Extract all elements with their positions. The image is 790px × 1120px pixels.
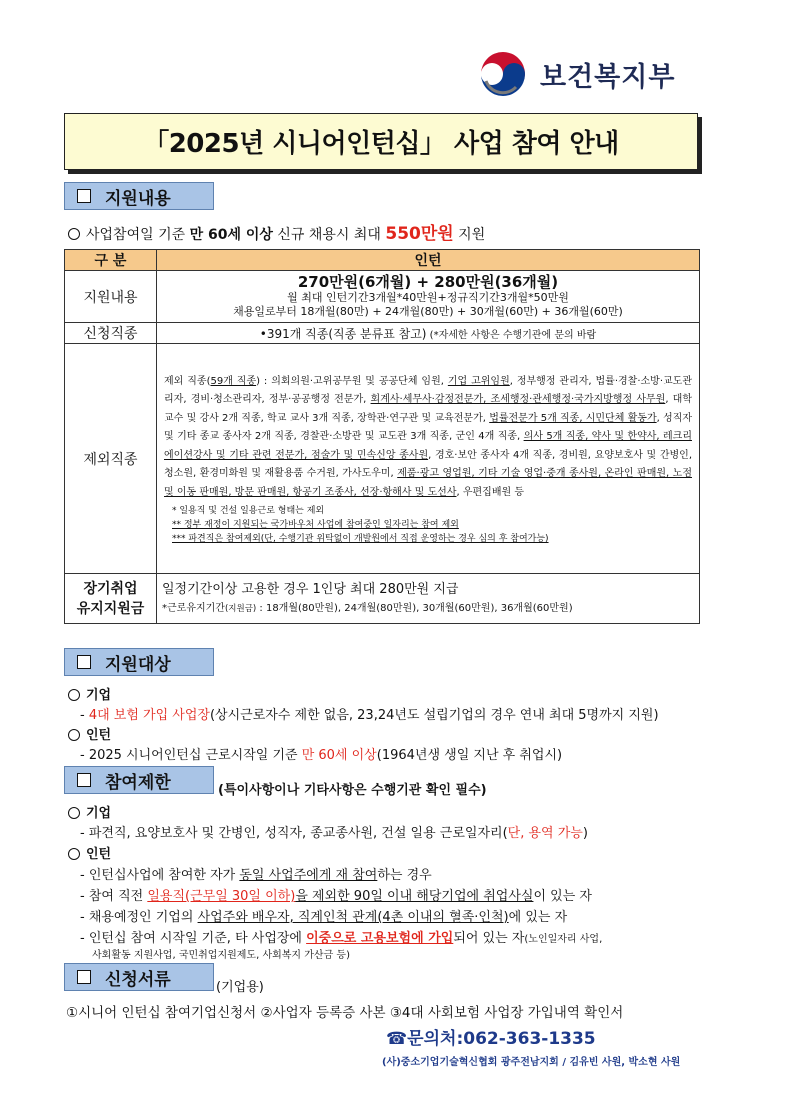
- excluded-notes: [162, 504, 694, 549]
- excluded-segment: , 경호·보안 종사자 4개 직종, 경비원, 요양보호사 및 간병인, 청소원, 환경미화원 및 재활용품 수거원, 가사도우미,: [164, 449, 692, 480]
- restriction-company-text: - 파견직, 요양보호사 및 간병인, 성직자, 종교종사원, 건설 일용 근로일자리(단, 용역 가능): [80, 826, 588, 841]
- support-table: [64, 249, 700, 624]
- excluded-segment: , 대학교수 및 강사 2개 직종, 학교 교사 3개 직종, 장학관·연구관 및 교육전문가,: [164, 394, 693, 424]
- note-3: *** 파견직은 참여제외(단, 수행기관 위탁없이 개발원에서 직접 운영하는 경우 심의 후 참여가능): [172, 534, 549, 545]
- excluded-segment: 회계사·세무사·감정전문가, 조세행정·관세행정·국가지방행정 사무원: [370, 394, 666, 406]
- support-amount: 270만원(6개월) + 280만원(36개월): [297, 273, 559, 291]
- page-title: 「2025년 시니어인턴십」 사업 참여 안내: [64, 113, 698, 170]
- contact-phone[interactable]: ☎문의처:062-363-1335: [386, 1029, 596, 1049]
- restriction-intern-line-5: 사회활동 지원사업, 국민취업지원제도, 사회복지 가산금 등): [92, 950, 350, 961]
- section-heading-target: 지원대상: [64, 648, 214, 676]
- restriction-company-title: 기업: [68, 802, 111, 821]
- support-intro: 사업참여일 기준 만 60세 이상 신규 채용시 최대 550만원 지원: [68, 219, 485, 244]
- note-1: * 일용직 및 건설 일용근로 형태는 제외: [172, 506, 325, 517]
- square-bullet-icon: [77, 189, 91, 203]
- excluded-segment: 제외 직종(: [164, 375, 211, 387]
- restriction-intern-line-4: - 인턴십 참여 시작일 기준, 타 사업장에 이중으로 고용보험에 가입되어 있는 자(노인일자리 사업,: [80, 931, 603, 946]
- restriction-intern-line-3: - 채용예정인 기업의 사업주와 배우자, 직계인척 관계(4촌 이내의 혈족·인척)에 있는 자: [80, 910, 568, 925]
- excluded-segment: , 우편집배원 등: [456, 486, 524, 498]
- row-label-jobs: 신청직종: [65, 323, 157, 344]
- target-company-text: - 4대 보험 가입 사업장(상시근로자수 제한 없음, 23,24년도 설립기업의 경우 연내 최대 5명까지 지원): [80, 708, 659, 723]
- excluded-segment: , 정부행정 관리자, 법률·경찰·소방·교도관리자, 경비·청소관리자, 정부·공공행정 전문가,: [164, 375, 692, 406]
- restriction-intern-line-1: - 인턴십사업에 참여한 자가 동일 사업주에게 재 참여하는 경우: [80, 868, 432, 883]
- documents-note: (기업용): [216, 980, 264, 995]
- excluded-segment: 59개 직종: [210, 375, 257, 387]
- circle-bullet-icon: [68, 807, 80, 819]
- restriction-intern-line-2: - 참여 직전 일용직(근무일 30일 이하)을 제외한 90일 이내 해당기업에 취업사실이 있는 자: [80, 889, 592, 904]
- support-monthly: 월 최대 인턴기간3개월*40만원+정규직기간3개월*50만원: [287, 291, 569, 304]
- row-label-longterm: 장기취업 유지지원금: [65, 574, 157, 624]
- row-label-excluded: 제외직종: [65, 344, 157, 574]
- circle-bullet-icon: [68, 689, 80, 701]
- longterm-text: 일정기간이상 고용한 경우 1인당 최대 280만원 지급: [162, 581, 459, 597]
- square-bullet-icon: [77, 773, 91, 787]
- square-bullet-icon: [77, 655, 91, 669]
- documents-list: ①시니어 인턴십 참여기업신청서 ②사업자 등록증 사본 ③4대 사회보험 사업장 가입내역 확인서: [66, 1005, 624, 1021]
- support-content: [157, 271, 700, 323]
- logo-text: 보건복지부: [540, 61, 676, 93]
- section-heading-restriction: 참여제한: [64, 766, 214, 794]
- excluded-segment: 의사 5개 직종, 약사 및 한약사, 레크리에이션강사 및 기타 관련 전문가, 점술가 및 민속신앙 종사원: [164, 431, 692, 461]
- target-company-title: 기업: [68, 684, 111, 703]
- excluded-segment: ) : 의회의원·고위공무원 및 공공단체 임원,: [256, 375, 448, 387]
- jobs-content: •391개 직종(직종 분류표 참고) (*자세한 사항은 수행기관에 문의 바람: [157, 323, 700, 344]
- longterm-detail: *근로유지기간(지원금) : 18개월(80만원), 24개월(80만원), 30개월(60만원), 36개월(60만원): [162, 602, 573, 614]
- circle-bullet-icon: [68, 228, 80, 240]
- taegeuk-logo-icon: [476, 47, 530, 101]
- table-header-intern: 인턴: [157, 250, 700, 271]
- table-header-category: 구 분: [65, 250, 157, 271]
- target-intern-text: - 2025 시니어인턴십 근로시작일 기준 만 60세 이상(1964년생 생일 지난 후 취업시): [80, 748, 563, 763]
- support-schedule: 채용일로부터 18개월(80만) + 24개월(80만) + 30개월(60만) + 36개월(60만): [233, 305, 623, 318]
- ministry-logo: [476, 46, 708, 102]
- restriction-note: (특이사항이나 기타사항은 수행기관 확인 필수): [218, 783, 487, 798]
- excluded-jobs-text: [162, 368, 694, 505]
- section-heading-documents: 신청서류: [64, 963, 214, 991]
- section-heading-support: 지원내용: [64, 182, 214, 210]
- organization-contact: (사)중소기업기술혁신협회 광주전남지회 / 김유빈 사원, 박소현 사원: [382, 1057, 681, 1068]
- excluded-segment: , 성직자 및 기타 종교 종사자 2개 직종, 경찰관·소방관 및 교도관 3개 직종, 군인 4개 직종,: [164, 412, 693, 443]
- excluded-segment: 법률전문가 5개 직종, 시민단체 활동가: [489, 412, 657, 424]
- circle-bullet-icon: [68, 848, 80, 860]
- excluded-content: [157, 344, 700, 574]
- note-2: ** 정부 재정이 지원되는 국가바우처 사업에 참여중인 일자리는 참여 제외: [172, 520, 459, 531]
- square-bullet-icon: [77, 970, 91, 984]
- row-label-support: 지원내용: [65, 271, 157, 323]
- excluded-segment: 제품·광고 영업원, 기타 기술 영업·중개 종사원, 온라인 판매원, 노점 및 이동 판매원, 방문 판매원, 항공기 조종사, 선장·항해사 및 도선사: [164, 468, 692, 498]
- restriction-intern-title: 인턴: [68, 843, 111, 862]
- target-intern-title: 인턴: [68, 724, 111, 743]
- longterm-content: [157, 574, 700, 624]
- circle-bullet-icon: [68, 729, 80, 741]
- excluded-segment: 기업 고위임원: [447, 375, 510, 387]
